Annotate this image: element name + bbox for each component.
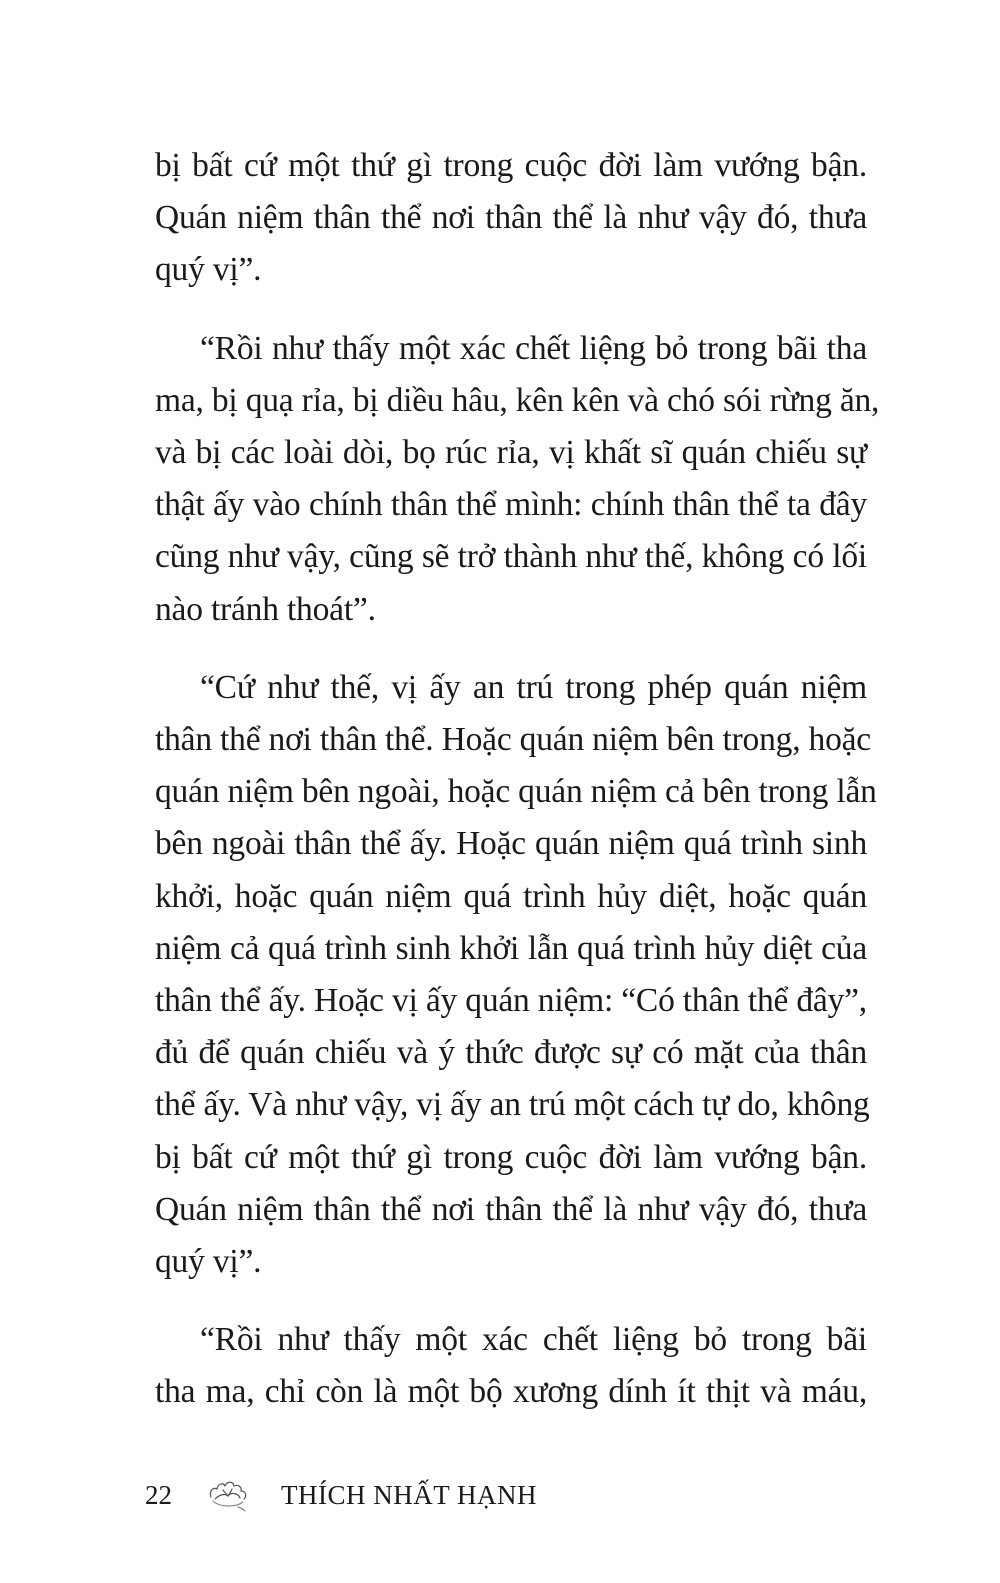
text-line: cũng như vậy, cũng sẽ trở thành như thế, không có lối — [155, 538, 867, 576]
paragraph — [155, 662, 877, 1288]
author-name: THÍCH NHẤT HẠNH — [281, 1479, 537, 1510]
page-footer — [145, 1470, 537, 1520]
text-line: và bị các loài dòi, bọ rúc rỉa, vị khất sĩ quán chiếu sự — [155, 434, 867, 472]
text-line: ma, bị quạ rỉa, bị diều hâu, kên kên và chó sói rừng ăn, — [155, 381, 880, 419]
text-line: Quán niệm thân thể nơi thân thể là như vậy đó, thưa — [155, 1190, 867, 1228]
page-number: 22 — [145, 1479, 172, 1510]
text-line: thật ấy vào chính thân thể mình: chính thân thể ta đây — [155, 486, 867, 524]
text-line: “Rồi như thấy một xác chết liệng bỏ trong bãi tha — [200, 329, 867, 367]
text-line: bên ngoài thân thể ấy. Hoặc quán niệm quá trình sinh — [155, 825, 867, 863]
text-line: thân thể ấy. Hoặc vị ấy quán niệm: “Có thân thể đây”, — [155, 982, 867, 1020]
text-line: quán niệm bên ngoài, hoặc quán niệm cả bên trong lẫn — [155, 773, 877, 811]
text-line: Quán niệm thân thể nơi thân thể là như vậy đó, thưa — [155, 199, 867, 237]
text-line: khởi, hoặc quán niệm quá trình hủy diệt, hoặc quán — [155, 877, 867, 915]
text-line: “Rồi như thấy một xác chết liệng bỏ trong bãi — [200, 1321, 867, 1359]
paragraph — [155, 140, 867, 297]
body-text — [155, 140, 880, 1419]
text-line: nào tránh thoát”. — [155, 590, 376, 628]
lotus-icon — [205, 1477, 251, 1513]
text-line: niệm cả quá trình sinh khởi lẫn quá trình hủy diệt của — [155, 929, 867, 967]
paragraph — [155, 1314, 867, 1418]
text-line: tha ma, chỉ còn là một bộ xương dính ít thịt và máu, — [155, 1373, 867, 1411]
text-line: đủ để quán chiếu và ý thức được sự có mặt của thân — [155, 1034, 867, 1072]
text-line: quý vị”. — [155, 251, 262, 289]
text-line: thân thể nơi thân thể. Hoặc quán niệm bên trong, hoặc — [155, 721, 871, 759]
text-line: bị bất cứ một thứ gì trong cuộc đời làm vướng bận. — [155, 147, 867, 184]
text-line: bị bất cứ một thứ gì trong cuộc đời làm vướng bận. — [155, 1138, 867, 1176]
text-line: quý vị”. — [155, 1243, 262, 1281]
text-line: thể ấy. Và như vậy, vị ấy an trú một cách tự do, không — [155, 1086, 870, 1124]
paragraph — [155, 323, 880, 636]
text-line: “Cứ như thế, vị ấy an trú trong phép quán niệm — [200, 668, 867, 706]
